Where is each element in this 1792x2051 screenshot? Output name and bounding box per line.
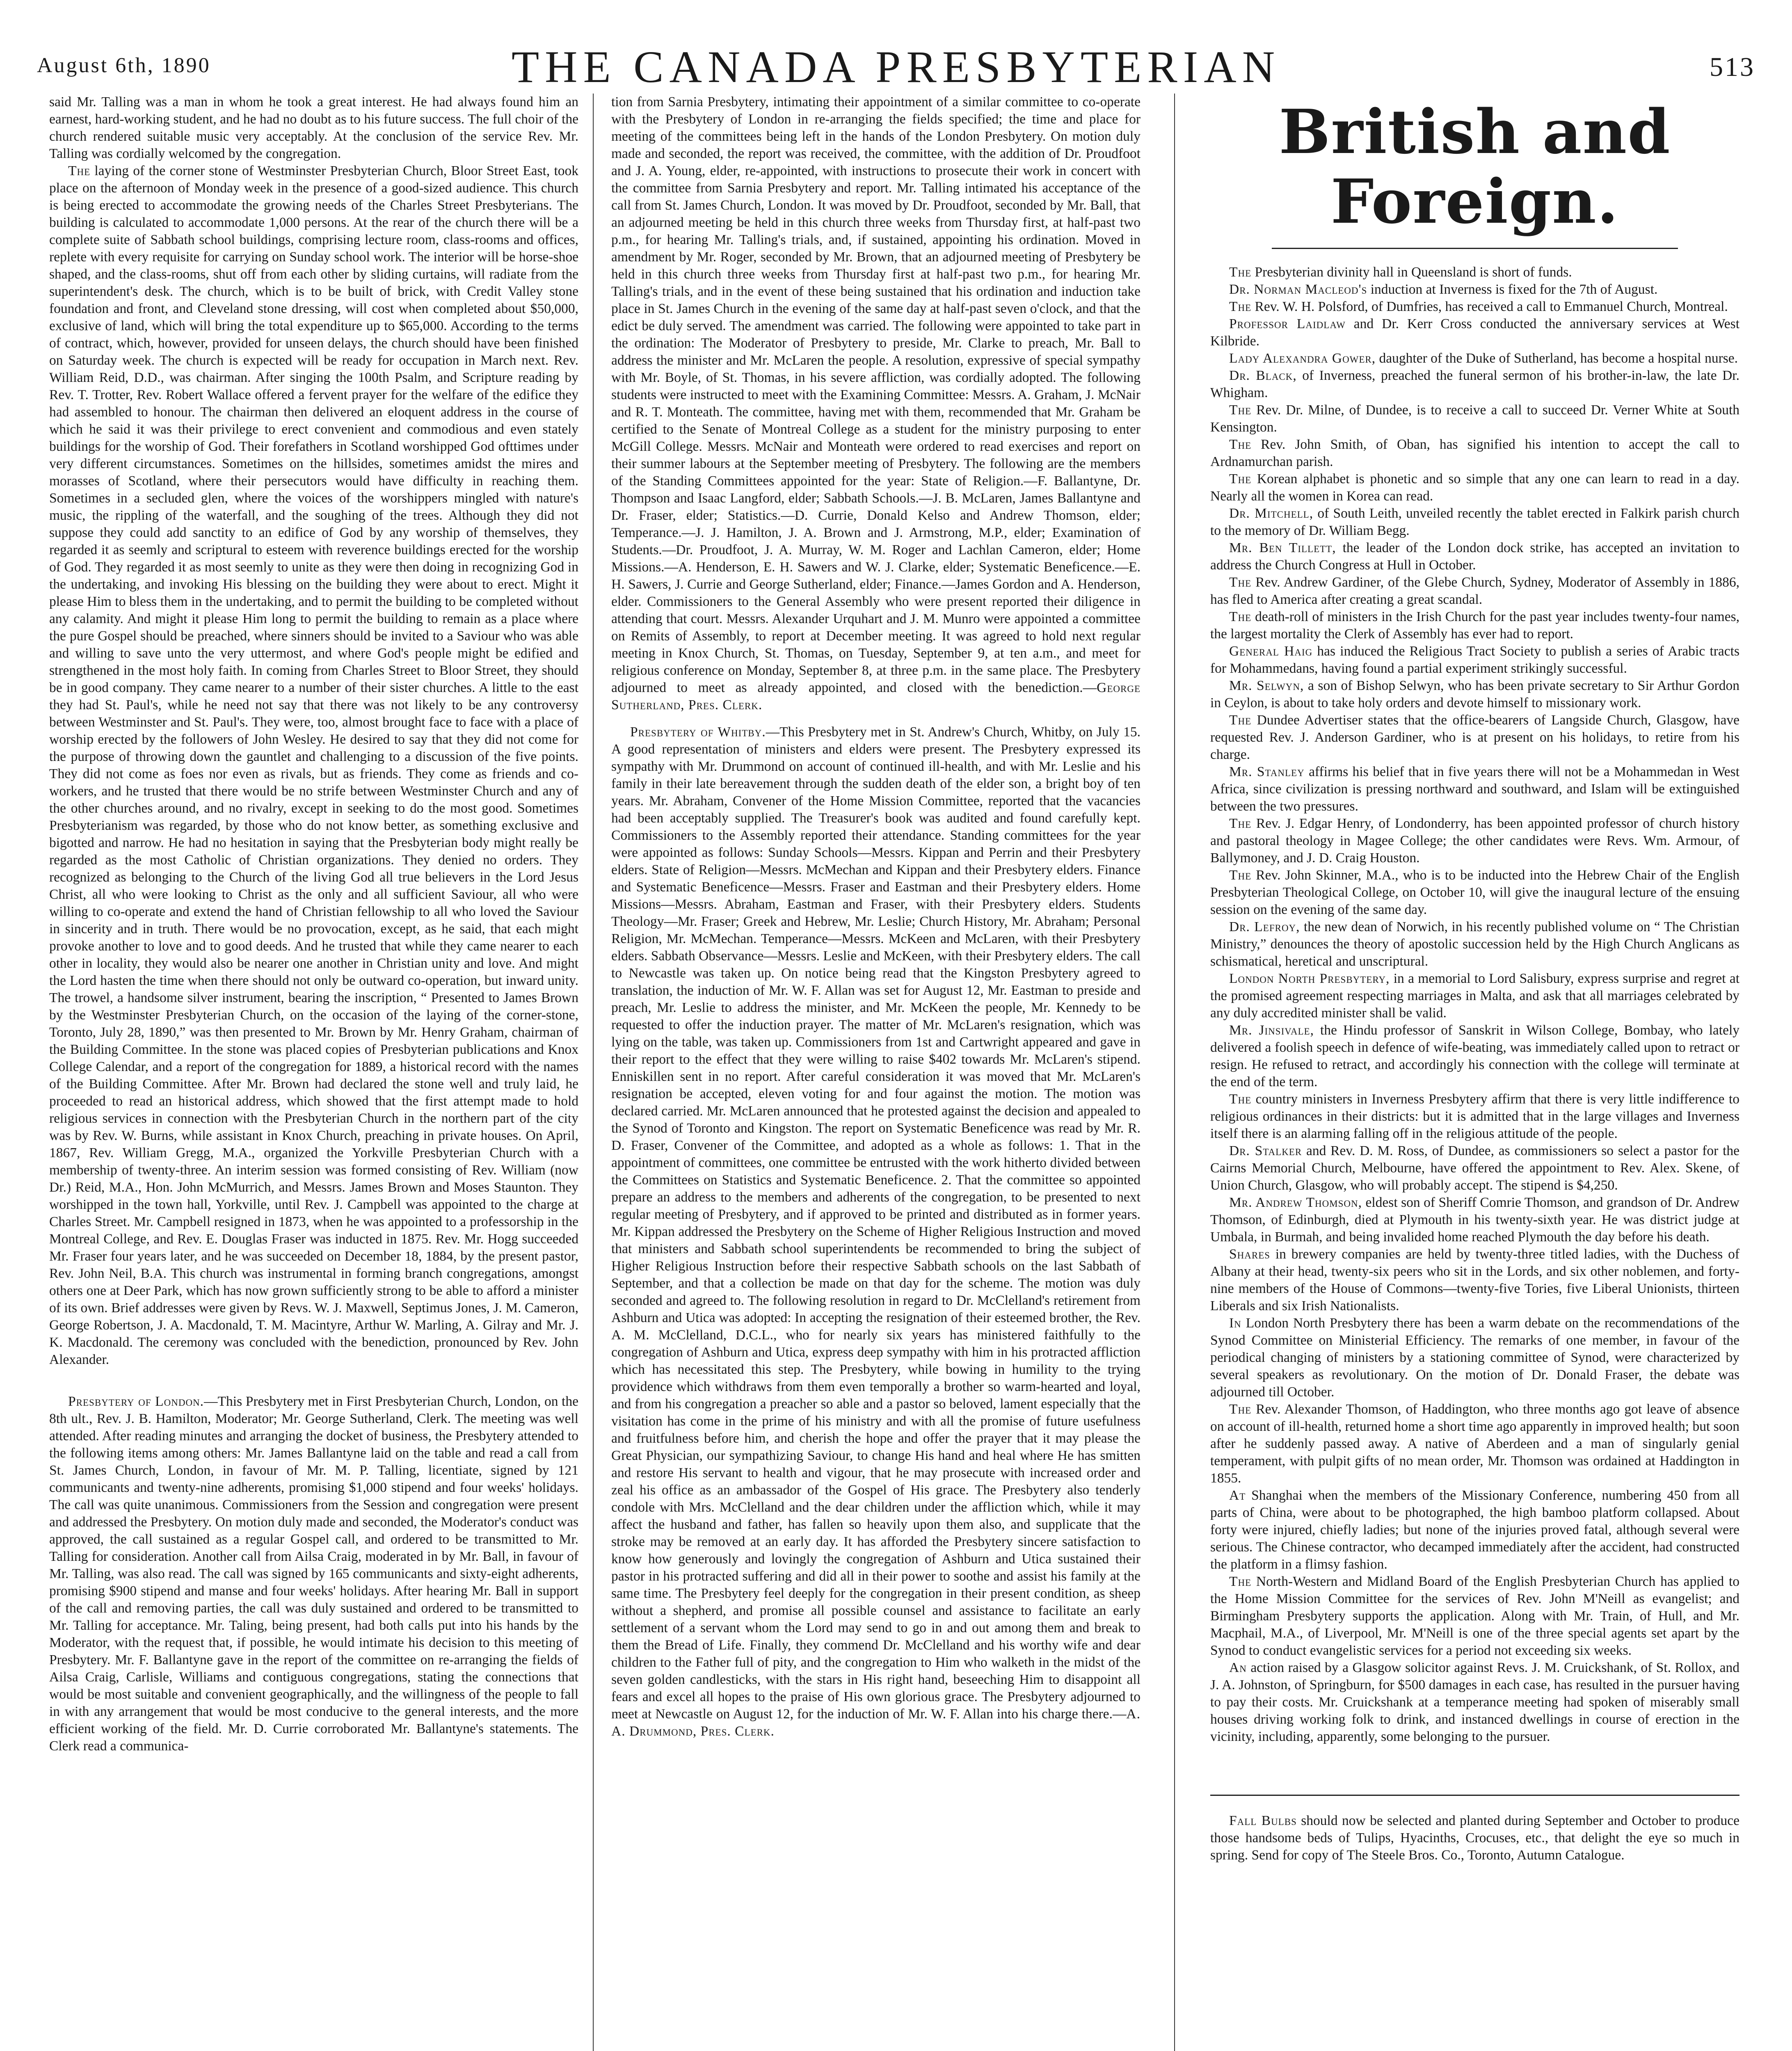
article-paragraph — [49, 162, 578, 1368]
news-brief-text: North-Western and Midland Board of the English Presbyterian Church has applied to the Home Mission Committee for the services of Rev. John M'Neill as evangelist; and Birmingham Presbytery supports the application. Along with Mr. Train, of Hull, and Mr. Macphail, M.A., of Liverpool, Mr. M'Neill is one of the three special agents set apart by the Synod to conduct evangelistic services for a period not exceeding six weeks. — [1210, 1574, 1739, 1658]
news-brief-text: in a memorial to Lord Salisbury, express surprise and regret at the promised agreement respecting marriages in Malta, and ask that all marriages celebrated by any duly accredited minister shall be valid. — [1210, 971, 1739, 1021]
news-brief-text: the new dean of Norwich, in his recently published volume on “ The Christian Ministry,” denounces the theory of apostolic succession held by the High Church Anglicans as schismatical, heretical and unscriptural. — [1210, 919, 1739, 969]
news-brief-text: Dundee Advertiser states that the office-bearers of Langside Church, Glasgow, have requested Rev. J. Anderson Gardiner, who is at present on his holidays, to retire from his charge. — [1210, 713, 1739, 762]
news-brief-text: of South Leith, unveiled recently the tablet erected in Falkirk parish church to the memory of Dr. William Begg. — [1210, 506, 1739, 538]
news-brief-list — [1210, 264, 1739, 1745]
news-brief-lead: The — [1229, 437, 1252, 452]
news-brief-text: the Hindu professor of Sanskrit in Wilson College, Bombay, who lately delivered a foolish speech in defence of wife-beating, was immediately called upon to retract or resign. He refused to retract, and accordingly his connection with the college will terminate at the end of the term. — [1210, 1023, 1739, 1089]
news-brief-text: in brewery companies are held by twenty-three titled ladies, with the Duchess of Albany at their head, twenty-six peers who sit in the Lords, and six other noblemen, and forty-nine members of the House of Commons—twenty-five Tories, five Liberal Unionists, thirteen Liberals and six Irish Nationalists. — [1210, 1247, 1739, 1313]
news-brief-item — [1210, 1315, 1739, 1401]
news-brief-item — [1210, 298, 1739, 315]
paragraph-body: —This Presbytery met in St. Andrew's Church, Whitby, on July 15. A good representation of ministers and elders were present. The Presbytery expressed its sympathy with Mr. Drummond on account of continued ill-health, and with Mr. Leslie and his family in their late bereavement through the sudden death of the elder son, a bright boy of ten years. Mr. Abraham, Convener of the Home Mission Committee, reported that the vacancies had been acceptably supplied. The Treasurer's book was audited and found carefully kept. Commissioners to the Assembly reported their attendance. Standing committees for the year were appointed as follows: Sunday Schools—Messrs. Kippan and Perrin and their Presbytery elders. State of Religion—Messrs. McMechan and Kippan and their Presbytery elders. Finance and Systematic Beneficence—Messrs. Fraser and Eastman and their Presbytery elders. Home Missions—Messrs. Abraham, Eastman and Fraser, with their Presbytery elders. Students Theology—Mr. Fraser; Greek and Hebrew, Mr. Leslie; Church History, Mr. Abraham; Personal Religion, Mr. McMechan. Temperance—Messrs. McKeen and McLaren, with their Presbytery elders. Sabbath Observance—Messrs. Leslie and McKeen, with their Presbytery elders. The call to Newcastle was taken up. On notice being read that the Kingston Presbytery agreed to translation, the induction of Mr. W. F. Allan was set for August 12, Mr. Eastman to preside and preach, Mr. Leslie to address the minister, and Mr. McKeen the people, Mr. Kennedy to be requested to offer the induction prayer. The matter of Mr. McLaren's resignation, which was lying on the table, was taken up. Commissioners from 1st and Cartwright appeared and gave in their report to the effect that they were willing to raise $402 towards Mr. McLaren's stipend. Enniskillen sent in no report. After careful consideration it was moved that Mr. McLaren's resignation be accepted, eleven voting for and four against the motion. The motion was declared carried. Mr. McLaren announced that he protested against the decision and appealed to the Synod of Toronto and Kingston. The report on Systematic Beneficence was read by Mr. R. D. Fraser, Convener of the Committee, and adopted as a whole as follows: 1. That in the appointment of committees, one committee be entrusted with the work hitherto divided between the Committees on Statistics and Systematic Beneficence. 2. That the committee so appointed prepare an address to the members and adherents of the congregation, to be presented to next regular meeting of Presbytery, and if approved to be printed and distributed as in former years. Mr. Kippan addressed the Presbytery on the Scheme of Higher Religious Instruction and moved that ministers and Sabbath school superintendents be recommended to bring the subject of Higher Religious Instruction before their respective Sabbath schools on the last Sabbath of September, and that a collection be made on that day for the scheme. The motion was duly seconded and agreed to. The following resolution in regard to Dr. McClelland's retirement from Ashburn and Utica was adopted: In accepting the resignation of their esteemed brother, the Rev. A. M. McClelland, D.C.L., who for nearly six years has ministered faithfully to the congregation of Ashburn and Utica, express deep sympathy with him in his protracted affliction which has necessitated this step. The Presbytery, while bowing in humility to the trying providence which withdraws from them even temporally a brother so warm-hearted and loyal, and from his congregation a preacher so able and a pastor so beloved, lament especially that the visitation has come in the prime of his ministry and with all the promise of future usefulness and fruitfulness before him, and cherish the hope and offer the prayer that it may please the Great Physician, our sympathizing Saviour, to change His hand and heal where He has smitten and restore His servant to health and vigour, that he may prosecute with increased order and zeal his office as an ambassador of the Gospel of His grace. The Presbytery also tenderly condole with Mrs. McClelland and the dear children under the affliction which, while it may affect the husband and father, has fallen so heavily upon them also, and supplicate that the stroke may be removed at an early day. It has afforded the Presbytery sincere satisfaction to know how generously and lovingly the congregation of Ashburn and Utica sustained their pastor in his protracted suffering and did all in their power to soothe and assist his family at the same time. The Presbytery feel deeply for the congregation in their present condition, as sheep without a shepherd, and promise all possible counsel and assistance to facilitate an early settlement of a servant whom the Lord may send to go in and out among them and break to them the Bread of Life. Finally, they commend Dr. McClelland and his worthy wife and dear children to the Father full of pity, and the congregation to Him who walketh in the midst of the seven golden candlesticks, with the stars in His right hand, beseeching Him to disappoint all fears and excel all hopes to the praise of His own glorious grace. The Presbytery adjourned to meet at Newcastle on August 12, for the induction of Mr. W. F. Allan into his charge there.— — [611, 724, 1141, 1722]
news-brief-lead: Mr. Selwyn, — [1229, 678, 1304, 693]
page-header — [0, 37, 1792, 94]
article-paragraph: said Mr. Talling was a man in whom he took a great interest. He had always found him an earnest, hard-working student, and he had no doubt as to his future success. The full choir of the church rendered suitable music very acceptably. At the conclusion of the service Rev. Mr. Talling was cordially welcomed by the congregation. — [49, 94, 578, 161]
news-brief-lead: The — [1229, 1574, 1252, 1589]
news-brief-item — [1210, 1022, 1739, 1091]
news-brief-text: Rev. J. Edgar Henry, of Londonderry, has been appointed professor of church history and pastoral theology in Magee College; the other candidates were Revs. Wm. Armour, of Ballymoney, and J. D. Craig Houston. — [1210, 816, 1739, 866]
news-brief-lead: Lady Alexandra Gower, — [1229, 351, 1376, 366]
news-brief-text: Rev. Andrew Gardiner, of the Glebe Church, Sydney, Moderator of Assembly in 1886, has fled to America after creating a great scandal. — [1210, 575, 1739, 607]
news-brief-text: Rev. W. H. Polsford, of Dumfries, has received a call to Emmanuel Church, Montreal. — [1255, 299, 1728, 314]
ad-paragraph — [1210, 1812, 1739, 1864]
news-brief-item — [1210, 281, 1739, 298]
section-title: British and Foreign. — [1279, 96, 1671, 237]
news-brief-text: Shanghai when the members of the Missionary Conference, numbering 450 from all parts of China, were about to be photographed, the high bamboo platform collapsed. About forty were injured, chiefly ladies; but none of the injuries proved fatal, although several were serious. The Chinese contractor, who decamped immediately after the accident, had constructed the platform in a flimsy fashion. — [1210, 1488, 1739, 1572]
column-middle — [611, 94, 1141, 2051]
news-brief-lead: At — [1229, 1488, 1246, 1503]
news-brief-text: Rev. Dr. Milne, of Dundee, is to receive a call to succeed Dr. Verner White at South Kensington. — [1210, 402, 1739, 435]
news-brief-item — [1210, 436, 1739, 470]
news-brief-item — [1210, 608, 1739, 643]
news-brief-lead: Mr. Jinsivale, — [1229, 1023, 1314, 1038]
news-brief-text: the leader of the London dock strike, has accepted an invitation to address the Church Congress at Hull in October. — [1210, 540, 1739, 573]
news-brief-item — [1210, 970, 1739, 1022]
news-brief-text: eldest son of Sheriff Comrie Thomson, and grandson of Dr. Andrew Thomson, of Edinburgh, died at Plymouth in his twenty-sixth year. He was district judge at Umbala, in Burmah, and being invalided home reached Plymouth the day before his death. — [1210, 1195, 1739, 1245]
news-brief-item — [1210, 1401, 1739, 1487]
news-brief-item — [1210, 643, 1739, 677]
ad-body: should now be selected and planted during September and October to produce those handsome beds of Tulips, Hyacinths, Crocuses, etc., that delight the eye so much in spring. Send for copy of The Steele Bros. Co., Toronto, Autumn Catalogue. — [1210, 1813, 1739, 1863]
news-brief-item — [1210, 350, 1739, 367]
article-paragraph — [611, 94, 1141, 714]
paragraph-lead: The — [68, 163, 91, 178]
paragraph-body: laying of the corner stone of Westminster Presbyterian Church, Bloor Street East, took place on the afternoon of Monday week in the presence of a good-sized audience. This church is being erected to accommodate the growing needs of the Charles Street Presbyterians. The building is calculated to accommodate 1,000 persons. At the rear of the church there will be a complete suite of Sabbath school buildings, comprising lecture room, class-rooms and offices, replete with every requisite for carrying on Sunday school work. The interior will be horse-shoe shaped, and the class-rooms, shut off from each other by sliding curtains, will radiate from the superintendent's desk. The church, which is to be built of brick, with Credit Valley stone foundation and front, and Cleveland stone dressing, will cost when completed about $50,000, exclusive of land, which will bring the total expenditure up to $65,000. According to the terms of contract, which, however, provided for unseen delays, the church should have been finished on Saturday week. The church is expected will be ready for occupation in March next. Rev. William Reid, D.D., was chairman. After singing the 100th Psalm, and Scripture reading by Rev. T. Trotter, Rev. Robert Wallace offered a fervent prayer for the welfare of the edifice they had assembled to honour. The chairman then delivered an eloquent address in the course of which he said it was their privilege to erect convenient and commodious and even stately buildings for the worship of God. Their forefathers in Scotland worshipped God ofttimes under very different circumstances. Sometimes on the hillsides, sometimes amidst the mires and morasses of Scotland, where their persecutors would have difficulty in reaching them. Sometimes in a secluded glen, where the voices of the worshippers mingled with nature's music, the rippling of the waterfall, and the soughing of the trees. Although they did not suppose they could add sanctity to an edifice of God by any worship of themselves, they regarded it as seemly and scriptural to esteem with reverence buildings erected for the worship of God. They regarded it as most seemly to unite as they were then doing in recognizing God in the undertaking, and invoking His blessing on the building they were about to erect. Might it please Him to bless them in the undertaking, and to permit the building to be completed without any calamity. And might it please Him long to permit the building to remain as a place where the pure Gospel should be preached, where sinners should be invited to a Saviour who was able and willing to save unto the very uttermost, and where God's people might be edified and strengthened in the most holy faith. In coming from Charles Street to Bloor Street, they should be in good company. They came nearer to a number of their sister churches. A little to the east they had St. Paul's, while he need not say that there was not likely to be any controversy between Westminster and St. Paul's. They were, too, almost brought face to face with a place of worship erected by the followers of John Wesley. He desired to say that they did not come for the purpose of throwing down the gauntlet and challenging to a discussion of the five points. They did not come as foes nor even as rivals, but as friends. They come as friends and co-workers, and he trusted that there would be no strife between Westminster Church and any of the other churches around, and no rivalry, except in seeking to do the most good. Sometimes Presbyterianism was regarded, by those who do not know better, as something exclusive and bigotted and narrow. He had no hesitation in saying that the Presbyterian body might really be regarded as the most Catholic of Christian organizations. They denied no orders. They recognized as belonging to the Church of the living God all true believers in the Lord Jesus Christ, all who were looking to Christ as the only and all sufficient Saviour, all who were willing to co-operate and extend the hand of Christian fellowship to all who loved the Saviour in sincerity and in truth. There would be no provocation, except, as he said, that each might provoke another to love and to good deeds. And he trusted that while they came nearer to each other in locality, they would also be nearer one another in Christian unity and love. And might the Lord hasten the time when there should not only be outward co-operation, but inward unity. The trowel, a handsome silver instrument, bearing the inscription, “ Presented to James Brown by the Westminster Presbyterian Church, on the occasion of the laying of the corner-stone, Toronto, July 28, 1890,” was then presented to Mr. Brown by Mr. Henry Graham, chairman of the Building Committee. In the stone was placed copies of Presbyterian publications and Knox College Calendar, and a report of the congregation for 1889, a historical record with the names of the Building Committee. After Mr. Brown had declared the stone well and truly laid, he proceeded to read an historical address, which showed that the first attempt made to hold religious services in connection with the Presbyterian Church in the northern part of the city was by Rev. W. Burns, while assistant in Knox Church, preaching in private houses. On April, 1867, Rev. William Gregg, M.A., organized the Yorkville Presbyterian Church with a membership of twenty-three. An interim session was formed consisting of Rev. William (now Dr.) Reid, M.A., Hon. John McMurrich, and Messrs. James Brown and Moses Staunton. They worshipped in the town hall, Yorkville, until Rev. J. Campbell was appointed to the charge at Charles Street. Mr. Campbell resigned in 1873, when he was appointed to a professorship in the Montreal College, and Rev. E. Douglas Fraser was inducted in 1875. Rev. Mr. Hogg succeeded Mr. Fraser four years later, and he was succeeded on December 18, 1884, by the present pastor, Rev. John Neil, B.A. This church was instrumental in forming branch congregations, amongst others one at Deer Park, which has now grown sufficiently strong to be able to afford a minister of its own. Brief addresses were given by Revs. W. J. Maxwell, Septimus Jones, J. M. Cameron, George Robertson, J. A. Macdonald, T. M. Macintyre, Arthur W. Marling, A. Gilray and Mr. J. K. Macdonald. The ceremony was concluded with the benediction, pronounced by Rev. John Alexander. — [49, 163, 578, 1367]
news-brief-text: a son of Bishop Selwyn, who has been private secretary to Sir Arthur Gordon in Ceylon, is about to take holy orders and devote himself to missionary work. — [1210, 678, 1739, 710]
news-brief-lead: Dr. Norman Macleod's — [1229, 282, 1367, 297]
news-brief-text: induction at Inverness is fixed for the 7th of August. — [1370, 282, 1658, 297]
column-left — [49, 94, 578, 2051]
issue-date: August 6th, 1890 — [37, 54, 211, 77]
news-brief-item — [1210, 1487, 1739, 1573]
news-brief-lead: The — [1229, 609, 1252, 624]
news-brief-item — [1210, 1194, 1739, 1246]
news-brief-lead: The — [1229, 713, 1252, 728]
news-brief-lead: Dr. Stalker — [1229, 1143, 1302, 1158]
news-brief-item — [1210, 712, 1739, 763]
news-brief-text: country ministers in Inverness Presbytery affirm that there is very little indifference to religious ordinances in their districts: but it is admitted that in the large villages and Inverness itself there is an alarming falling off in the religious attitude of the people. — [1210, 1092, 1739, 1141]
news-brief-lead: Dr. Black, — [1229, 368, 1297, 383]
news-brief-lead: The — [1229, 575, 1252, 590]
news-brief-text: has induced the Religious Tract Society to publish a series of Arabic tracts for Mohammedans, having found a partial experiment strikingly successful. — [1210, 644, 1739, 676]
news-brief-text: of Inverness, preached the funeral sermon of his brother-in-law, the late Dr. Whigham. — [1210, 368, 1739, 400]
news-brief-lead: The — [1229, 299, 1252, 314]
news-brief-lead: The — [1229, 1402, 1252, 1417]
news-brief-lead: An — [1229, 1660, 1247, 1675]
news-brief-text: Rev. John Skinner, M.A., who is to be inducted into the Hebrew Chair of the English Presbyterian Theological College, on October 10, will give the inaugural lecture of the ensuing session on the evening of the same day. — [1210, 868, 1739, 917]
news-brief-item — [1210, 505, 1739, 539]
page-number: 513 — [1710, 52, 1755, 82]
news-brief-text: London North Presbytery there has been a warm debate on the recommendations of the Synod Committee on Ministerial Efficiency. The remarks of one member, in favour of the periodical changing of ministers by a stationing committee of Synod, were characterized by several speakers as revolutionary. On the motion of Dr. Donald Fraser, the debate was adjourned till October. — [1210, 1316, 1739, 1400]
paragraph-body: —This Presbytery met in First Presbyterian Church, London, on the 8th ult., Rev. J. B. Hamilton, Moderator; Mr. George Sutherland, Clerk. The meeting was well attended. After reading minutes and arranging the docket of business, the Presbytery attended to the following items among others: Mr. James Ballantyne laid on the table and read a call from St. James Church, London, in favour of Mr. M. P. Talling, licentiate, signed by 121 communicants and twenty-nine adherents, promising $1,000 stipend and four weeks' holidays. The call was quite unanimous. Commissioners from the Session and congregation were present and addressed the Presbytery. On motion duly made and seconded, the Moderator's conduct was approved, the call sustained as a regular Gospel call, and ordered to be transmitted to Mr. Talling for consideration. Another call from Ailsa Craig, moderated in by Mr. Ball, in favour of Mr. Talling, was also read. The call was signed by 165 communicants and sixty-eight adherents, promising $900 stipend and manse and four weeks' holidays. After hearing Mr. Ball in support of the call and removing parties, the call was duly sustained and ordered to be transmitted to Mr. Talling for acceptance. Mr. Taling, being present, had both calls put into his hands by the Moderator, with the request that, if possible, he would intimate his decision to this meeting of Presbytery. Mr. F. Ballantyne gave in the report of the committee on re-arranging the fields of Ailsa Craig, Carlisle, Williams and contiguous congregations, stating the connections that would be most suitable and convenient geographically, and the willingness of the people to fall in with any arrangement that would be most conducive to the general interests, and the more efficient working of the field. Mr. D. Currie corroborated Mr. Ballantyne's statements. The Clerk read a communica- — [49, 1394, 578, 1754]
news-brief-item — [1210, 1573, 1739, 1659]
news-brief-lead: General Haig — [1229, 644, 1313, 659]
news-brief-text: affirms his belief that in five years there will not be a Mohammedan in West Africa, since civilization is pressing northward and southward, and Islam will be extinguished between the two pressures. — [1210, 764, 1739, 814]
news-brief-item — [1210, 402, 1739, 436]
column-rule — [1174, 94, 1175, 2051]
advertisement — [1210, 1795, 1739, 1864]
paragraph-body: tion from Sarnia Presbytery, intimating their appointment of a similar committee to co-operate with the Presbytery of London in re-arranging the fields specified; the time and place for meeting of the committees being left in the hands of the London Presbytery. On motion duly made and seconded, the report was received, the committee, with the addition of Dr. Proudfoot and J. A. Young, elder, re-appointed, with instructions to prosecute their work in concert with the committee from Sarnia Presbytery and report. Mr. Talling intimated his acceptance of the call from St. James Church, London. It was moved by Dr. Proudfoot, seconded by Mr. Ball, that an adjourned meeting be held in this church three weeks from Thursday first, at half-past two p.m., for hearing Mr. Talling's trials, and, if sustained, appointing his ordination. Moved in amendment by Mr. Roger, seconded by Mr. Brown, that an adjourned meeting of Presbytery be held in this church three weeks from Thursday first at half-past two p.m., for hearing Mr. Talling's trials, and in the event of these being sustained that his ordination and induction take place in St. James Church in the evening of the same day at half-past seven o'clock, and that the edict be duly served. The amendment was carried. The following were appointed to take part in the ordination: The Moderator of Presbytery to preside, Mr. Clarke to preach, Mr. Ball to address the minister and Mr. McLaren the people. A resolution, expressive of special sympathy with Mr. Boyle, of St. Thomas, in his severe affliction, was cordially adopted. The following students were instructed to meet with the Examining Committee: Messrs. A. Graham, J. McNair and R. T. Monteath. The committee, having met with them, recommended that Mr. Graham be certified to the Senate of Montreal College as a student for the ministry purposing to enter McGill College. Messrs. McNair and Monteath were ordered to read exercises and report on their summer labours at the September meeting of Presbytery. The following are the members of the Standing Committees appointed for the year: State of Religion.—F. Ballantyne, Dr. Thompson and Isaac Langford, elder; Sabbath Schools.—J. B. McLaren, James Ballantyne and Dr. Fraser, elder; Statistics.—D. Currie, Donald Kelso and Andrew Thomson, elder; Temperance.—J. J. Hamilton, J. A. Brown and J. Armstrong, M.P., elder; Examination of Students.—Dr. Proudfoot, J. A. Murray, W. M. Roger and Lachlan Cameron, elder; Home Missions.—A. Henderson, E. H. Sawers and W. J. Clarke, elder; Systematic Beneficence.—E. H. Sawers, J. Currie and George Sutherland, elder; Finance.—James Gordon and A. Henderson, elder. Commissioners to the General Assembly who were present reported their diligence in attending that court. Messrs. Alexander Urquhart and J. M. Munro were appointed a committee on Remits of Assembly, to report at December meeting. It was agreed to hold next regular meeting in Knox Church, St. Thomas, on Tuesday, September 9, at ten a.m., and meet for religious conference on Monday, September 8, at three p.m. in the same place. The Presbytery adjourned to meet as already appointed, and closed with the benediction.— — [611, 94, 1141, 695]
spacer — [611, 714, 1141, 724]
news-brief-text: Presbyterian divinity hall in Queensland is short of funds. — [1255, 265, 1572, 280]
news-brief-item — [1210, 1142, 1739, 1194]
news-brief-text: death-roll of ministers in the Irish Church for the past year includes twenty-four names, the largest mortality the Clerk of Assembly has ever had to report. — [1210, 609, 1739, 642]
news-brief-text: Rev. Alexander Thomson, of Haddington, who three months ago got leave of absence on account of ill-health, returned home a short time ago apparently in improved health; but soon after he suddenly passed away. A native of Aberdeen and a man of singularly genial temperament, with pulpit gifts of no mean order, Mr. Thomson was ordained at Haddington in 1855. — [1210, 1402, 1739, 1486]
news-brief-item — [1210, 918, 1739, 970]
paragraph-lead: Presbytery of Whitby. — [630, 724, 766, 740]
paragraph-lead: Presbytery of London. — [68, 1394, 204, 1409]
news-brief-item — [1210, 315, 1739, 350]
news-brief-lead: Dr. Mitchell, — [1229, 506, 1314, 521]
news-brief-item — [1210, 264, 1739, 281]
article-paragraph — [611, 724, 1141, 1740]
clerk-signature: George Sutherland, Pres. Clerk. — [611, 680, 1141, 713]
news-brief-item — [1210, 677, 1739, 712]
column-rule — [593, 94, 594, 2051]
news-brief-item — [1210, 867, 1739, 918]
news-brief-text: Korean alphabet is phonetic and so simple that any one can learn to read in a day. Nearly all the women in Korea can read. — [1210, 471, 1739, 504]
news-brief-item — [1210, 539, 1739, 574]
news-brief-lead: The — [1229, 1092, 1252, 1107]
news-brief-text: and Dr. Kerr Cross conducted the anniversary services at West Kilbride. — [1210, 316, 1739, 349]
news-brief-lead: Shares — [1229, 1247, 1271, 1262]
news-brief-item — [1210, 574, 1739, 608]
news-brief-lead: Mr. Stanley — [1229, 764, 1305, 779]
news-brief-lead: Professor Laidlaw — [1229, 316, 1346, 331]
news-brief-lead: The — [1229, 402, 1252, 418]
clerk-signature: A. A. Drummond, Pres. Clerk. — [611, 1706, 1141, 1739]
news-brief-item — [1210, 1091, 1739, 1142]
spacer — [49, 1368, 578, 1393]
news-brief-item — [1210, 1659, 1739, 1745]
news-brief-item — [1210, 1246, 1739, 1315]
news-brief-lead: London North Presbytery, — [1229, 971, 1390, 986]
news-brief-lead: In — [1229, 1316, 1241, 1331]
ad-lead: Fall Bulbs — [1229, 1813, 1297, 1828]
news-brief-item — [1210, 367, 1739, 402]
news-brief-lead: The — [1229, 471, 1252, 486]
news-brief-item — [1210, 470, 1739, 505]
news-brief-lead: The — [1229, 816, 1252, 831]
news-brief-text: action raised by a Glasgow solicitor against Revs. J. M. Cruickshank, of St. Rollox, and J. A. Johnston, of Springburn, for $500 damages in each case, has resulted in the pursuer having to pay their costs. Mr. Cruickshank at a temperance meeting had spoken of miserably small houses driving working folk to drink, and instanced dwellings in course of erection in the vicinity, including, apparently, some belonging to the pursuer. — [1210, 1660, 1739, 1744]
masthead-title: THE CANADA PRESBYTERIAN — [511, 42, 1281, 92]
news-brief-text: Rev. John Smith, of Oban, has signified his intention to accept the call to Ardnamurchan parish. — [1210, 437, 1739, 469]
news-brief-lead: Dr. Lefroy, — [1229, 919, 1300, 934]
news-brief-lead: The — [1229, 265, 1252, 280]
news-brief-text: daughter of the Duke of Sutherland, has become a hospital nurse. — [1379, 351, 1738, 366]
news-brief-item — [1210, 763, 1739, 815]
news-brief-text: and Rev. D. M. Ross, of Dundee, as commissioners so select a pastor for the Cairns Memorial Church, Melbourne, have offered the appointment to Rev. Alex. Skene, of Union Church, Glasgow, who will probably accept. The stipend is $4,250. — [1210, 1143, 1739, 1193]
news-brief-lead: The — [1229, 868, 1252, 883]
section-rule — [1272, 248, 1678, 249]
news-brief-item — [1210, 815, 1739, 867]
column-right — [1210, 94, 1739, 2051]
news-brief-lead: Mr. Andrew Thomson, — [1229, 1195, 1362, 1210]
article-paragraph — [49, 1393, 578, 1755]
news-brief-lead: Mr. Ben Tillett, — [1229, 540, 1336, 555]
